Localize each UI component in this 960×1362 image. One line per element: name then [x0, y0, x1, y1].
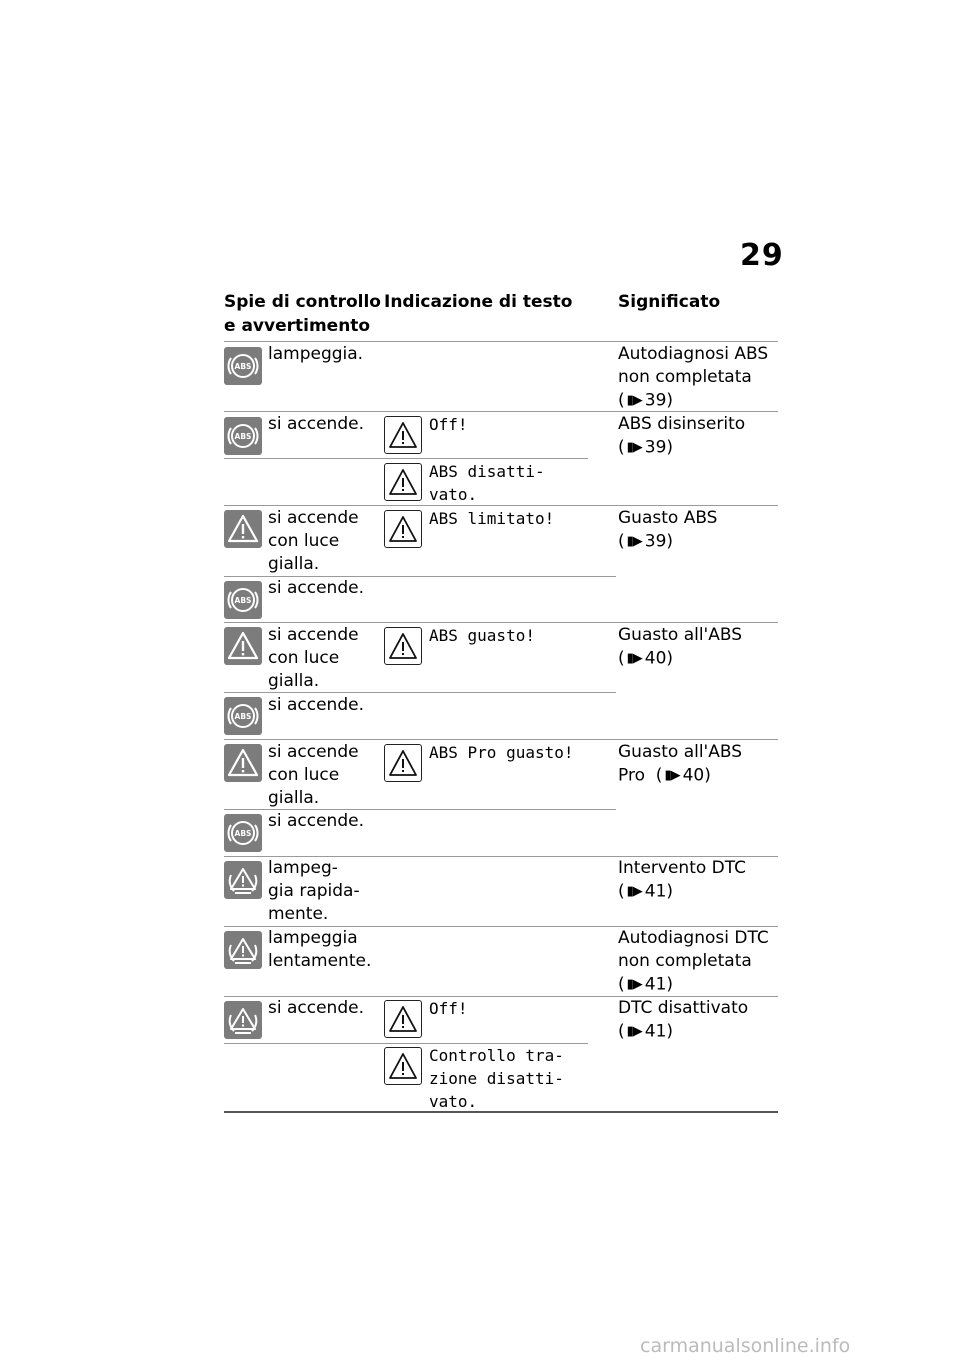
meaning-text: ABS disinserito ( ▮▶ 39) [618, 414, 746, 458]
page-reference-arrow-icon: ▮▶ [664, 768, 680, 783]
display-warning-triangle-icon [384, 1000, 422, 1038]
meaning-text: Guasto all'ABS ( ▮▶ 40) [618, 625, 743, 669]
lamp-state: si accende con luce gialla. [268, 625, 359, 691]
header-meaning: Significato [618, 292, 721, 312]
display-warning-triangle-icon [384, 1047, 422, 1085]
abs-warning-light-icon [224, 814, 262, 852]
display-message: ABS Pro guasto! [429, 743, 574, 762]
display-message: ABS limitato! [429, 509, 555, 528]
page-reference-arrow-icon: ▮▶ [626, 884, 642, 899]
table-rule [224, 739, 778, 740]
meaning-label: Intervento DTC [618, 858, 747, 878]
meaning-label: Autodiagnosi DTC non completata [618, 928, 769, 971]
display-warning-triangle-icon [384, 416, 422, 454]
lamp-state: si accende con luce gialla. [268, 742, 359, 808]
table-rule [224, 341, 778, 342]
display-message: ABS disatti- vato. [429, 462, 545, 504]
meaning-label: Guasto ABS [618, 508, 718, 528]
meaning-text: Autodiagnosi ABS non completata ( ▮▶ 39) [618, 344, 769, 411]
abs-warning-light-icon [224, 697, 262, 735]
general-warning-triangle-icon [224, 510, 262, 548]
page-reference-arrow-icon: ▮▶ [626, 977, 642, 992]
meaning-label: Autodiagnosi ABS non completata [618, 344, 769, 387]
display-message: ABS guasto! [429, 626, 535, 645]
page-reference-arrow-icon: ▮▶ [626, 440, 642, 455]
page-reference-arrow-icon: ▮▶ [626, 534, 642, 549]
meaning-label: Guasto all'ABS [618, 625, 743, 645]
dtc-traction-control-icon [224, 861, 262, 899]
page-reference-arrow-icon: ▮▶ [626, 1024, 642, 1039]
meaning-text: Intervento DTC ( ▮▶ 41) [618, 858, 747, 902]
page-reference-arrow-icon: ▮▶ [626, 651, 642, 666]
lamp-state: si accende. [268, 695, 364, 715]
dtc-traction-control-icon [224, 931, 262, 969]
lamp-state: si accende con luce gialla. [268, 508, 359, 574]
general-warning-triangle-icon [224, 744, 262, 782]
display-warning-triangle-icon [384, 463, 422, 501]
meaning-text: Guasto ABS ( ▮▶ 39) [618, 508, 718, 552]
page-reference: 39) [644, 390, 674, 411]
lamp-state: si accende. [268, 811, 364, 831]
page-reference-arrow-icon: ▮▶ [626, 393, 642, 408]
page-reference: 41) [644, 974, 674, 995]
table-rule [224, 458, 588, 459]
display-message: Controllo tra- zione disatti- vato. [429, 1046, 564, 1111]
meaning-text: Autodiagnosi DTC non completata ( ▮▶ 41) [618, 928, 769, 995]
page-reference: 40) [644, 648, 674, 669]
display-message: Off! [429, 999, 468, 1018]
abs-warning-light-icon [224, 581, 262, 619]
lamp-state: lampeggia. [268, 344, 364, 364]
header-text-display: Indicazione di testo [384, 292, 573, 312]
page-reference: 41) [644, 1021, 674, 1042]
meaning-text: Guasto all'ABS Pro ( ▮▶ 40) [618, 742, 743, 786]
page-reference: 41) [644, 881, 674, 902]
display-warning-triangle-icon [384, 510, 422, 548]
lamp-state: si accende. [268, 578, 364, 598]
page-reference: 39) [644, 437, 674, 458]
lamp-state: lampeg- gia rapida- mente. [268, 858, 360, 924]
display-warning-triangle-icon [384, 744, 422, 782]
page-reference: 39) [644, 531, 674, 552]
meaning-label: DTC disattivato [618, 998, 749, 1018]
meaning-label: Guasto all'ABS Pro [618, 742, 743, 786]
abs-warning-light-icon [224, 347, 262, 385]
display-message: Off! [429, 415, 468, 434]
dtc-traction-control-icon [224, 1001, 262, 1039]
abs-warning-light-icon [224, 417, 262, 455]
lamp-state: lampeggia lentamente. [268, 928, 372, 971]
general-warning-triangle-icon [224, 627, 262, 665]
watermark: carmanualsonline.info [640, 1335, 851, 1357]
meaning-text: DTC disattivato ( ▮▶ 41) [618, 998, 749, 1042]
lamp-state: si accende. [268, 998, 364, 1018]
header-warning-lights: Spie di controllo e avvertimento [224, 292, 381, 336]
lamp-state: si accende. [268, 414, 364, 434]
page-reference: 40) [682, 765, 711, 786]
meaning-label: ABS disinserito [618, 414, 746, 434]
table-rule [224, 622, 778, 623]
display-warning-triangle-icon [384, 627, 422, 665]
page-number: 29 [740, 238, 784, 273]
